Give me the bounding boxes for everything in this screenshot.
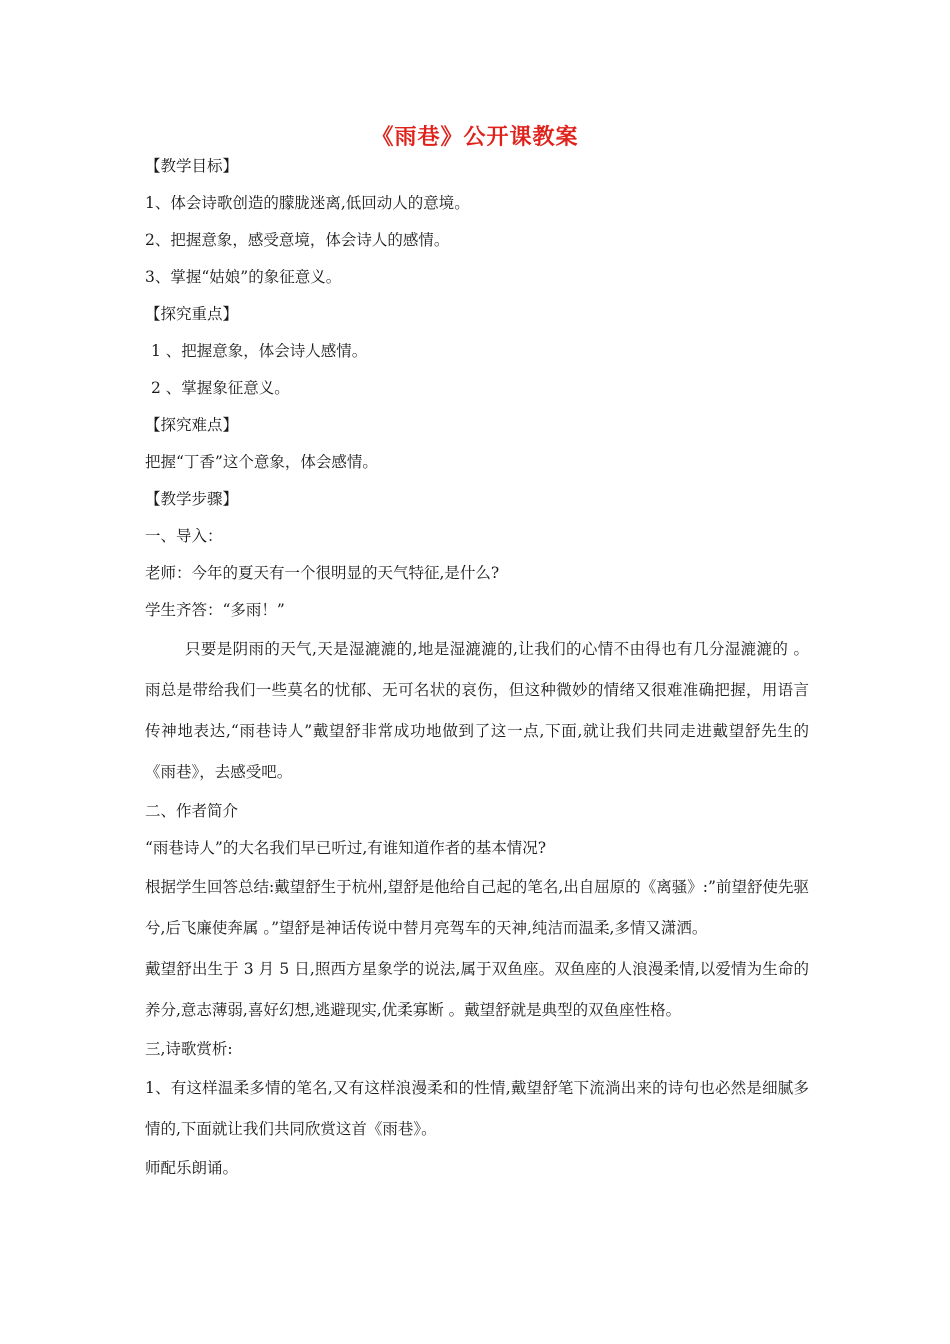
author-summary-paragraph: 根据学生回答总结:戴望舒生于杭州,望舒是他给自己起的笔名,出自屈原的《离骚》:”前望舒使先驱兮,后飞廉使奔属 。”望舒是神话传说中替月亮驾车的天神,纯洁而温柔,多情又潇洒。 [145, 878, 809, 937]
document-title: 《雨巷》公开课教案 [371, 124, 579, 150]
student-answer: 学生齐答：“多雨！” [145, 601, 285, 619]
goal-item-3: 3、掌握“姑娘”的象征意义。 [145, 268, 342, 286]
step-poem-heading: 三,诗歌赏析: [145, 1040, 233, 1058]
teacher-question: 老师：今年的夏天有一个很明显的天气特征,是什么? [145, 564, 500, 582]
document-body [145, 148, 809, 1187]
focus-item-2: 2 、掌握象征意义。 [151, 379, 290, 397]
poem-analysis-paragraph: 1、有这样温柔多情的笔名,又有这样浪漫柔和的性情,戴望舒笔下流淌出来的诗句也必然是细腻多情的,下面就让我们共同欣赏这首《雨巷》。 [145, 1079, 809, 1138]
section-heading-steps: 【教学步骤】 [145, 490, 239, 508]
intro-paragraph: 只要是阴雨的天气,天是湿漉漉的,地是湿漉漉的,让我们的心情不由得也有几分湿漉漉的 。雨总是带给我们一些莫名的忧郁、无可名状的哀伤，但这种微妙的情绪又很难准确把握，用语言传神地表达,“雨巷诗人”戴望舒非常成功地做到了这一点,下面,就让我们共同走进戴望舒先生的《雨巷》，去感受吧。 [145, 640, 809, 781]
author-question: “雨巷诗人”的大名我们早已听过,有谁知道作者的基本情况? [145, 839, 547, 857]
difficulty-item-1: 把握“丁香”这个意象，体会感情。 [145, 453, 378, 471]
recite-line: 师配乐朗诵。 [145, 1159, 239, 1177]
section-heading-difficulty: 【探究难点】 [145, 416, 239, 434]
section-heading-goals: 【教学目标】 [145, 157, 239, 175]
birth-paragraph: 戴望舒出生于 3 月 5 日,照西方星象学的说法,属于双鱼座。双鱼座的人浪漫柔情,以爱情为生命的养分,意志薄弱,喜好幻想,逃避现实,优柔寡断 。戴望舒就是典型的双鱼座性格。 [145, 960, 809, 1019]
step-intro-heading: 一、导入： [145, 527, 223, 545]
focus-item-1: 1 、把握意象，体会诗人感情。 [151, 342, 368, 360]
goal-item-2: 2、把握意象，感受意境，体会诗人的感情。 [145, 231, 450, 249]
section-heading-focus: 【探究重点】 [145, 305, 239, 323]
step-author-heading: 二、作者简介 [145, 802, 239, 820]
goal-item-1: 1、体会诗歌创造的朦胧迷离,低回动人的意境。 [145, 194, 470, 212]
